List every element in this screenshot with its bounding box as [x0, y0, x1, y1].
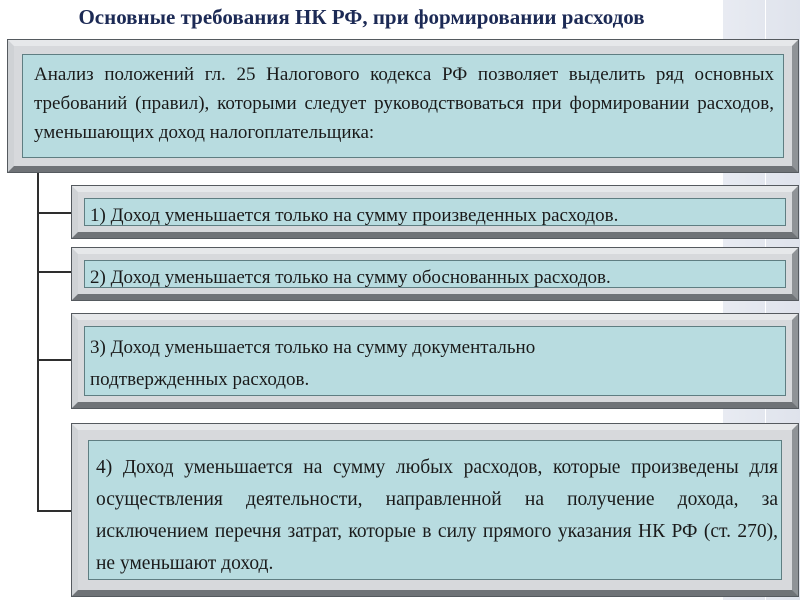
requirement-box-1	[72, 186, 798, 238]
connector-branch-4	[37, 510, 73, 512]
page-title: Основные требования НК РФ, при формировании расходов	[78, 5, 645, 29]
connector-branch-1	[37, 212, 73, 214]
requirement-text-3: 3) Доход уменьшается только на сумму документально подтвержденных расходов.	[90, 337, 536, 390]
requirement-box-2	[72, 248, 798, 300]
intro-box	[8, 40, 798, 172]
connector-branch-3	[37, 359, 73, 361]
requirement-text-2: 2) Доход уменьшается только на сумму обоснованных расходов.	[90, 267, 611, 288]
requirement-box-4	[72, 424, 798, 596]
requirement-text-1: 1) Доход уменьшается только на сумму произведенных расходов.	[90, 205, 619, 226]
intro-text: Анализ положений гл. 25 Налогового кодекса РФ позволяет выделить ряд основных требований (правил), которыми следует руководствоваться при формировании расходов, уменьшающих доход налогоплательщика:	[34, 64, 774, 143]
connector-trunk	[37, 170, 39, 512]
requirement-text-4: 4) Доход уменьшается на сумму любых расходов, которые произведены для осуществления деятельности, направленной на получение дохода, за исключением перечня затрат, которые в силу прямого указания НК РФ (ст. 270), не уменьшают доход.	[96, 457, 778, 574]
connector-branch-2	[37, 271, 73, 273]
requirement-box-3	[72, 314, 798, 408]
